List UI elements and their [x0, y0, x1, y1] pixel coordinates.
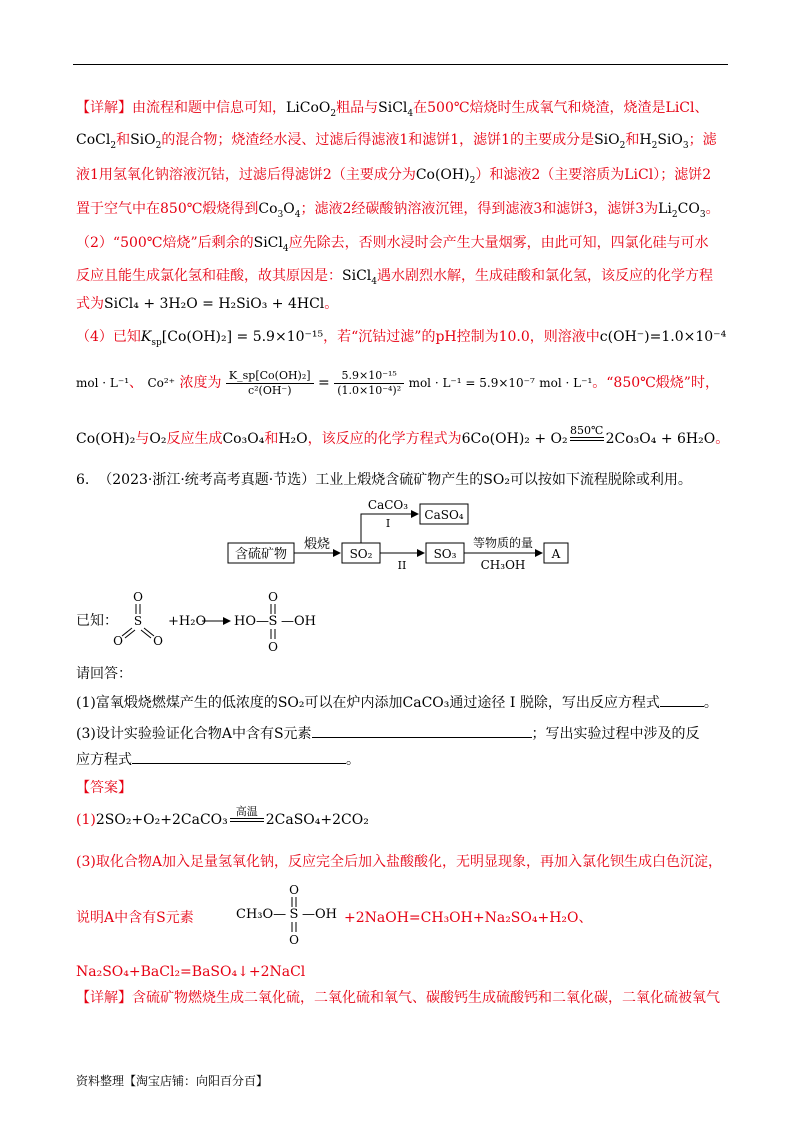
question-3-line-2: 应方程式 。: [76, 752, 360, 768]
footer-source: 资料整理【淘宝店铺：向阳百分百】: [76, 1074, 269, 1088]
sulfuric-oxygen-bottom: O: [268, 640, 278, 654]
answer-3-line-3: Na₂SO₄+BaCl₂=BaSO₄↓+2NaCl: [76, 964, 306, 980]
label-so2: SO₂: [349, 547, 373, 561]
detail-line-3: 液1用氢氧化钠溶液沉钴，过滤后得滤饼2（主要成分为$Co(OH)_2$）和滤液2（主要溶质为LiCl）；滤饼2: [76, 167, 712, 186]
methyl-right: —OH: [302, 907, 337, 922]
reaction-condition: 850℃: [570, 425, 604, 453]
so3-sulfur: S: [133, 614, 143, 628]
answer-detail: 【详解】含硫矿物燃烧生成二氧化硫，二氧化硫和氧气、碳酸钙生成硫酸钙和二氧化碳，二氧化硫被氧气: [76, 990, 720, 1006]
methyl-left: CH₃O—: [236, 907, 287, 922]
question-3-line-1: (3)设计实验验证化合物A中含有S元素 ；写出实验过程中涉及的反: [76, 726, 700, 742]
label-sulfur-mineral: 含硫矿物: [234, 547, 288, 562]
detail-line-2: CoCl$_2$和SiO$_2$的混合物；烧渣经水浸、过滤后得滤液1和滤饼1，滤饼1的主要成分是SiO$_2$和$H_2SiO_3$；滤: [76, 132, 717, 151]
label-methanol: CH₃OH: [480, 558, 526, 572]
label-path-1: I: [385, 517, 391, 530]
methyl-oxygen-top: O: [289, 883, 299, 897]
value-fraction: $\frac{\text{5.9×10⁻¹⁵}}{\text{(1.0×10⁻⁴)²}}$: [334, 369, 404, 398]
methyl-sulfur: S: [289, 907, 299, 922]
answer-tag: 【答案】: [76, 780, 132, 796]
answer-blank-3b[interactable]: [132, 751, 346, 764]
label-equimolar: 等物质的量: [472, 536, 534, 550]
answer-blank-1[interactable]: [660, 694, 704, 707]
answer-1: (1)2SO₂+O₂+2CaCO₃ 高温 2CaSO₄+2CO₂: [76, 806, 369, 834]
detail-line-9: mol · L⁻¹、 Co²⁺ 浓度为 $\frac{\text{K\_sp[Co(OH)₂]}}{\text{c²(OH⁻)}}$ = $\frac{\text{5.9×10⁻¹⁵}}{\text{(1.0×10⁻⁴)²}}$ mol · L⁻¹ = 5.9×10⁻⁷ mol · L⁻¹。“850℃煅烧”时，: [76, 368, 719, 397]
answer-blank-3a[interactable]: [312, 725, 532, 738]
sulfuric-oxygen-top: O: [268, 590, 278, 604]
known-label: 已知：: [76, 613, 118, 629]
detail-line-8: （4）已知$K_{sp}[Co(OH)_2] = 5.9\times 10^{-15}$，若“沉钴过滤”的pH控制为10.0，则溶液中c(OH⁻)=1.0×10⁻⁴: [76, 329, 727, 348]
header-rule: [73, 64, 728, 65]
question-6-header: 6. （2023·浙江·统考高考真题·节选）工业上煅烧含硫矿物产生的SO₂可以按如下流程脱除或利用。: [76, 472, 692, 488]
process-flow-diagram: [220, 495, 580, 575]
answer-1-condition: 高温: [230, 806, 264, 834]
detail-line-6: 反应且能生成氯化氢和硅酸，故其原因是：SiCl$_4$遇水剧烈水解，生成硅酸和氯化氢，该反应的化学方程: [76, 268, 713, 287]
answer-3-equation: +2NaOH=CH₃OH+Na₂SO₄+H₂O、: [344, 910, 593, 926]
so3-oxygen-top: O: [133, 590, 143, 604]
answer-3-line-1: (3)取化合物A加入足量氢氧化钠，反应完全后加入盐酸酸化，无明显现象，再加入氯化钡生成白色沉淀，: [76, 854, 722, 870]
label-product-a: A: [551, 547, 561, 561]
sulfuric-right: —OH: [281, 614, 316, 629]
questions-prompt: 请回答：: [76, 666, 132, 682]
so3-oxygen-left: O: [113, 634, 123, 648]
detail-line-10: Co(OH)₂与O₂反应生成Co₃O₄和H₂O，该反应的化学方程式为6Co(OH)₂ + O₂ 850℃ 2Co₃O₄ + 6H₂O。: [76, 425, 729, 453]
methyl-oxygen-bottom: O: [289, 933, 299, 947]
detail-line-1: 【详解】由流程和题中信息可知，LiCoO$_2$粗品与SiCl$_4$在500℃焙烧时生成氧气和烧渣，烧渣是LiCl、: [76, 100, 709, 119]
label-caco3: CaCO₃: [367, 498, 409, 512]
answer-3-line-2: 说明A中含有S元素: [76, 910, 194, 926]
label-so3: SO₃: [433, 547, 457, 561]
question-1: (1)富氧煅烧燃煤产生的低浓度的SO₂可以在炉内添加CaCO₃通过途径 I 脱除，写出反应方程式 。: [76, 695, 718, 711]
equation-sicl4-hydrolysis: SiCl₄ + 3H₂O = H₂SiO₃ + 4HCl: [104, 296, 325, 312]
known-water: +H₂O: [168, 614, 207, 629]
detail-line-4: 置于空气中在850℃煅烧得到$Co_3O_4$；滤液2经碳酸钠溶液沉锂，得到滤液3和滤饼3，滤饼3为$Li_2CO_3$。: [76, 201, 720, 220]
sulfuric-left: HO—: [234, 614, 269, 629]
methyl-sulfate-structure: [236, 880, 352, 954]
so3-oxygen-right: O: [153, 634, 163, 648]
detail-line-5: （2）“500℃焙烧”后剩余的SiCl$_4$应先除去，否则水浸时会产生大量烟雾，由此可知，四氯化硅与可水: [76, 235, 709, 254]
label-path-2: II: [397, 559, 407, 572]
sulfuric-sulfur: S: [268, 614, 278, 629]
detail-line-7: 式为SiCl₄ + 3H₂O = H₂SiO₃ + 4HCl。: [76, 296, 339, 312]
label-caso4: CaSO₄: [424, 508, 464, 522]
known-reaction-structure: [110, 588, 350, 656]
ksp-fraction: $\frac{\text{K\_sp[Co(OH)₂]}}{\text{c²(OH⁻)}}$: [226, 369, 314, 398]
label-calcine: 煅烧: [303, 537, 331, 552]
